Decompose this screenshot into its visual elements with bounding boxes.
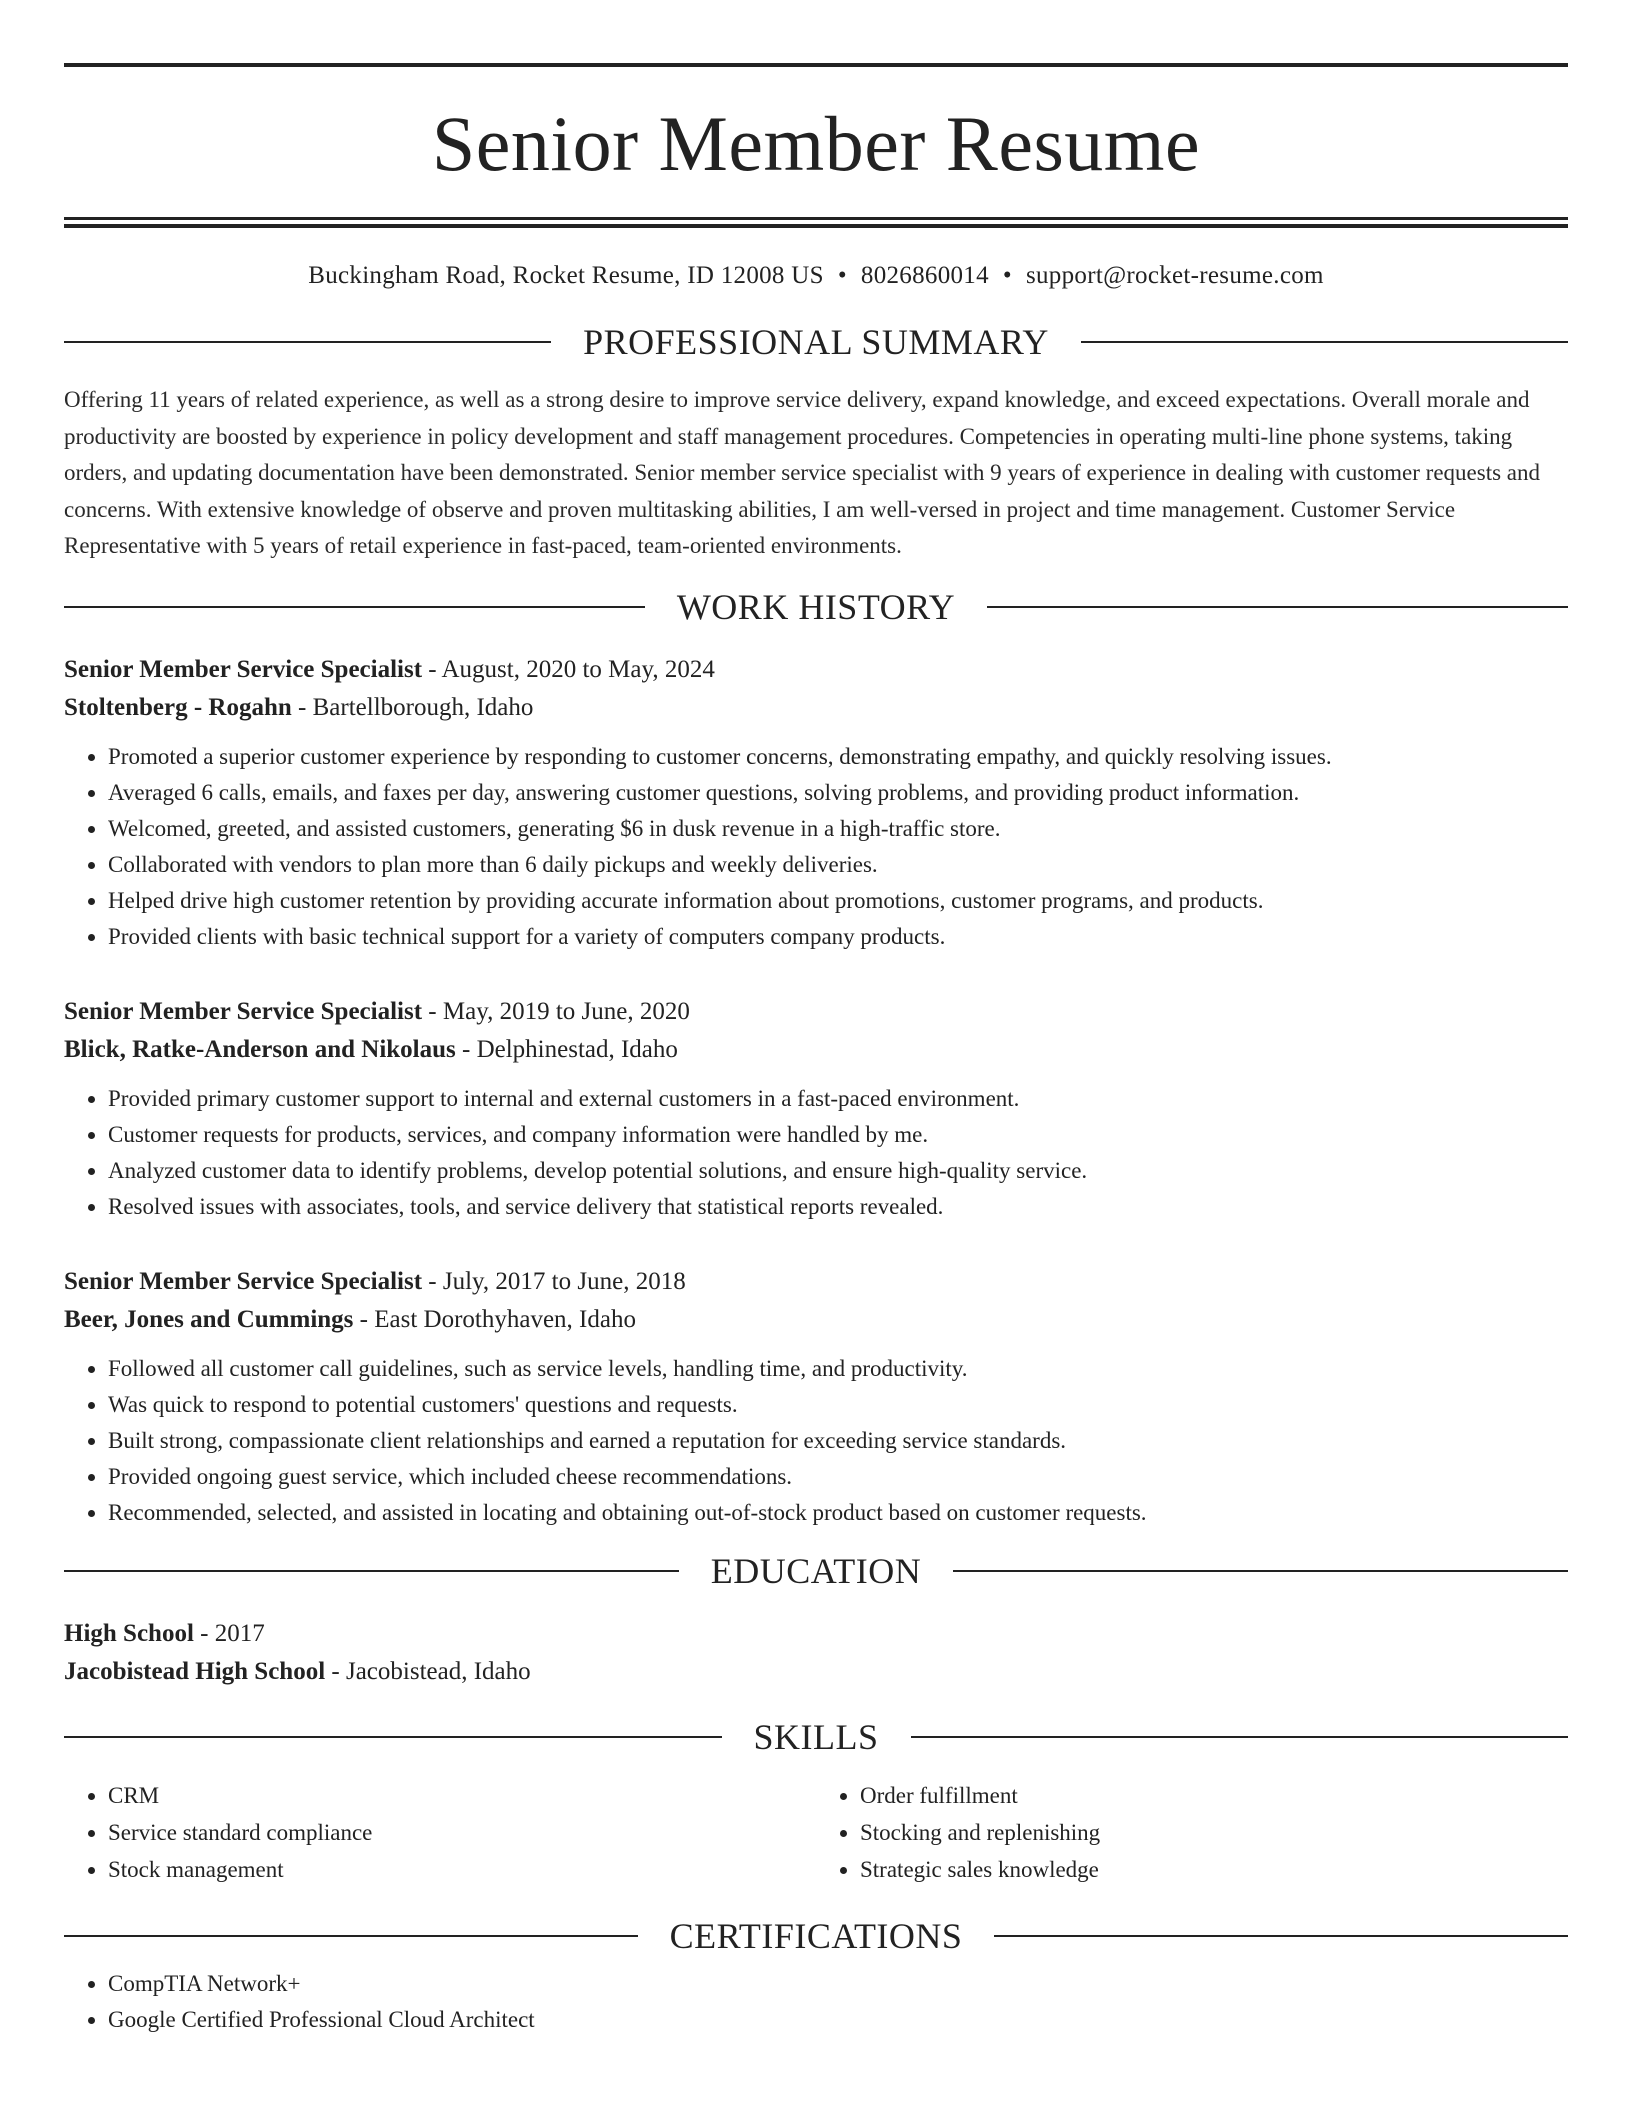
- list-item: • Provided ongoing guest service, which included cheese recommendations.: [108, 1459, 1568, 1495]
- heading-rule-right: [1081, 341, 1568, 343]
- list-item: • Collaborated with vendors to plan more than 6 daily pickups and weekly deliveries.: [108, 847, 1568, 883]
- job-entry: [64, 993, 1568, 1225]
- section-heading-certifications: [64, 1915, 1568, 1956]
- list-item: • Helped drive high customer retention by providing accurate information about promotions, customer programs, and products.: [108, 883, 1568, 919]
- skill-item: • Stocking and replenishing: [860, 1814, 1568, 1851]
- job-dates: - May, 2019 to June, 2020: [422, 997, 690, 1025]
- list-item: • Customer requests for products, services, and company information were handled by me.: [108, 1117, 1568, 1153]
- heading-rule-right: [994, 1935, 1568, 1937]
- section-heading-education: [64, 1550, 1568, 1591]
- list-item: • Recommended, selected, and assisted in locating and obtaining out-of-stock product based on customer requests.: [108, 1495, 1568, 1531]
- skills-columns: [64, 1777, 1568, 1888]
- job-title: Senior Member Service Specialist: [64, 997, 423, 1025]
- list-item: • Followed all customer call guidelines, such as service levels, handling time, and productivity.: [108, 1351, 1568, 1387]
- top-rule: [64, 63, 1568, 67]
- job-title-line: [64, 651, 1568, 689]
- summary-text: Offering 11 years of related experience, as well as a strong desire to improve service delivery, expand knowledge, and exceed expectations. Overall morale and productivity are boosted by experience in policy development and staff management procedures. Competencies in operating multi-line phone systems, taking orders, and updating documentation have been demonstrated. Senior member service specialist with 9 years of experience in dealing with customer requests and concerns. With extensive knowledge of observe and proven multitasking abilities, I am well-versed in project and time management. Customer Service Representative with 5 years of retail experience in fast-paced, team-oriented environments.: [64, 387, 1540, 558]
- heading-rule-right: [987, 606, 1568, 608]
- job-bullets: [64, 739, 1568, 955]
- title-double-rule: [64, 217, 1568, 228]
- list-item: • Averaged 6 calls, emails, and faxes per day, answering customer questions, solving problems, and providing product information.: [108, 775, 1568, 811]
- list-item: • Built strong, compassionate client relationships and earned a reputation for exceeding service standards.: [108, 1423, 1568, 1459]
- list-item: • Provided clients with basic technical support for a variety of computers company products.: [108, 919, 1568, 955]
- section-heading-label: WORK HISTORY: [676, 586, 956, 627]
- heading-rule-left: [64, 606, 645, 608]
- education-school-line: [64, 1653, 1568, 1691]
- section-heading-summary: [64, 324, 1568, 360]
- certification-item: • CompTIA Network+: [108, 1966, 1568, 2002]
- heading-rule-right: [953, 1570, 1568, 1572]
- education-school: Jacobistead High School: [64, 1657, 326, 1685]
- contact-email: support@rocket-resume.com: [1025, 262, 1324, 289]
- job-company-line: [64, 689, 1568, 727]
- job-title-line: [64, 993, 1568, 1031]
- education-entry: [64, 1615, 1568, 1691]
- job-dates: - August, 2020 to May, 2024: [422, 655, 715, 683]
- education-degree: High School: [64, 1619, 194, 1647]
- contact-phone: 8026860014: [860, 262, 989, 289]
- contact-line: [64, 262, 1568, 290]
- skills-list-right: [816, 1777, 1568, 1888]
- list-item: • Was quick to respond to potential customers' questions and requests.: [108, 1387, 1568, 1423]
- job-entry: [64, 651, 1568, 955]
- job-company: Blick, Ratke-Anderson and Nikolaus: [64, 1035, 456, 1063]
- heading-rule-left: [64, 1935, 638, 1937]
- heading-rule-left: [64, 1570, 679, 1572]
- job-company-line: [64, 1031, 1568, 1069]
- skill-item: • Service standard compliance: [108, 1814, 816, 1851]
- skills-list-left: [64, 1777, 816, 1888]
- skill-item: • Stock management: [108, 1851, 816, 1888]
- skill-item: • CRM: [108, 1777, 816, 1814]
- section-heading-work-history: [64, 586, 1568, 627]
- resume-title: Senior Member Resume: [431, 100, 1201, 187]
- section-heading-label: EDUCATION: [710, 1550, 922, 1591]
- job-company: Stoltenberg - Rogahn: [64, 693, 292, 721]
- job-title-line: [64, 1263, 1568, 1301]
- list-item: • Promoted a superior customer experience by responding to customer concerns, demonstrating empathy, and quickly resolving issues.: [108, 739, 1568, 775]
- contact-separator: •: [1002, 262, 1012, 289]
- list-item: • Provided primary customer support to internal and external customers in a fast-paced environment.: [108, 1081, 1568, 1117]
- job-entry: [64, 1263, 1568, 1531]
- job-title: Senior Member Service Specialist: [64, 1267, 423, 1295]
- certifications-list: [64, 1966, 1568, 2038]
- education-degree-line: [64, 1615, 1568, 1653]
- list-item: • Analyzed customer data to identify problems, develop potential solutions, and ensure high-quality service.: [108, 1153, 1568, 1189]
- education-year: - 2017: [193, 1619, 265, 1647]
- job-dates: - July, 2017 to June, 2018: [422, 1267, 686, 1295]
- job-company-line: [64, 1301, 1568, 1339]
- section-heading-skills: [64, 1716, 1568, 1757]
- contact-separator: •: [837, 262, 847, 289]
- heading-rule-left: [64, 341, 551, 343]
- list-item: • Welcomed, greeted, and assisted customers, generating $6 in dusk revenue in a high-traffic store.: [108, 811, 1568, 847]
- skill-item: • Order fulfillment: [860, 1777, 1568, 1814]
- job-title: Senior Member Service Specialist: [64, 655, 423, 683]
- section-heading-label: CERTIFICATIONS: [669, 1915, 963, 1956]
- heading-rule-right: [911, 1736, 1569, 1738]
- job-bullets: [64, 1351, 1568, 1531]
- job-bullets: [64, 1081, 1568, 1225]
- heading-rule-left: [64, 1736, 722, 1738]
- section-heading-label: PROFESSIONAL SUMMARY: [583, 322, 1049, 362]
- education-location: - Jacobistead, Idaho: [325, 1657, 531, 1685]
- job-location: - Bartellborough, Idaho: [291, 693, 534, 721]
- job-location: - Delphinestad, Idaho: [455, 1035, 678, 1063]
- skill-item: • Strategic sales knowledge: [860, 1851, 1568, 1888]
- contact-address: Buckingham Road, Rocket Resume, ID 12008 US: [308, 262, 824, 289]
- job-company: Beer, Jones and Cummings: [64, 1305, 354, 1333]
- section-heading-label: SKILLS: [753, 1716, 879, 1757]
- job-location: - East Dorothyhaven, Idaho: [353, 1305, 636, 1333]
- certification-item: • Google Certified Professional Cloud Architect: [108, 2002, 1568, 2038]
- list-item: • Resolved issues with associates, tools, and service delivery that statistical reports revealed.: [108, 1189, 1568, 1225]
